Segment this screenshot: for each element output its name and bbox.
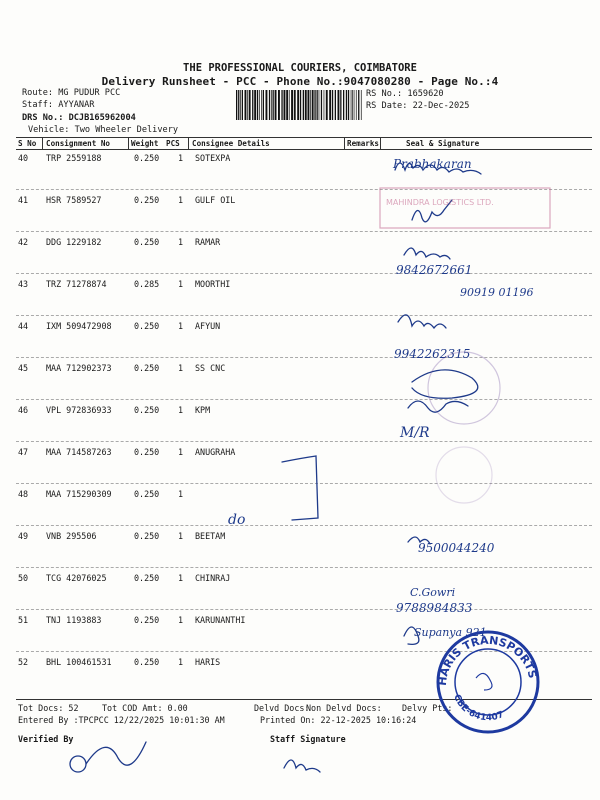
col-seal-signature: Seal & Signature [406, 139, 480, 148]
row-consignment-no: VNB 295506 [46, 531, 97, 541]
barcode-bar [310, 90, 311, 120]
row-consignee: GULF OIL [195, 195, 236, 205]
staff-label: Staff: AYYANAR [22, 100, 95, 110]
row-consignment-no: VPL 972836933 [46, 405, 112, 415]
barcode-bar [259, 90, 260, 120]
delivery-points: Delvy Pts: [402, 703, 453, 713]
row-consignee: KPM [195, 405, 211, 415]
row-weight: 0.250 [134, 405, 160, 415]
barcode-bar [324, 90, 325, 120]
row-consignment-no: TRZ 71278874 [46, 279, 107, 289]
row-sno: 52 [18, 657, 29, 667]
barcode-bar [308, 90, 310, 120]
staff-signature-scribble [284, 760, 320, 772]
row-weight: 0.250 [134, 321, 160, 331]
barcode-bar [348, 90, 349, 120]
row-pcs: 1 [178, 447, 184, 457]
barcode-bar [261, 90, 262, 120]
company-title: THE PROFESSIONAL COURIERS, COIMBATORE [183, 62, 417, 74]
barcode-bar [361, 90, 362, 120]
handwriting-phone-49: 9500044240 [418, 541, 495, 555]
handwriting-phone-44: 9942262315 [394, 347, 471, 361]
printed-on: Printed On: 22-12-2025 10:16:24 [260, 715, 417, 725]
row-pcs: 1 [178, 153, 184, 163]
row-divider [16, 651, 592, 652]
handwriting-note-46: M/R [400, 425, 430, 441]
barcode-bar [291, 90, 293, 120]
barcode-bar [273, 90, 274, 120]
row-consignee: RAMAR [195, 237, 221, 247]
barcode-bar [297, 90, 299, 120]
row-sno: 45 [18, 363, 29, 373]
col-sno: S No [18, 139, 37, 148]
barcode-bar [343, 90, 344, 120]
row-sno: 48 [18, 489, 29, 499]
runsheet-table [16, 137, 592, 699]
barcode-bar [242, 90, 243, 120]
verified-by-label: Verified By [18, 734, 74, 744]
row-divider [16, 525, 592, 526]
barcode-bar [247, 90, 248, 120]
col-consignment: Consignment No [46, 139, 111, 148]
row-divider [16, 315, 592, 316]
row-sno: 46 [18, 405, 29, 415]
barcode-bar [278, 90, 280, 120]
row-weight: 0.250 [134, 531, 160, 541]
barcode-bar [263, 90, 264, 120]
row-pcs: 1 [178, 195, 184, 205]
row-weight: 0.250 [134, 615, 160, 625]
col-pcs: PCS [166, 139, 180, 148]
drs-number: DRS No.: DCJB165962004 [22, 113, 136, 123]
entered-by: Entered By :TPCPCC 12/22/2025 10:01:30 AM [18, 715, 225, 725]
col-weight: Weight [131, 139, 159, 148]
barcode-bar [289, 90, 290, 120]
barcode-bar [326, 90, 328, 120]
barcode-bar [236, 90, 237, 120]
barcode-bar [257, 90, 258, 120]
barcode-bar [351, 90, 352, 120]
barcode-bar [321, 90, 322, 120]
haris-stamp-top-text: HARIS TRANSPORTS [435, 633, 540, 687]
haris-stamp-bottom-text: CBE-641407 [451, 693, 506, 724]
barcode-bar [238, 90, 239, 120]
barcode-bar [319, 90, 320, 120]
barcode-bar [332, 90, 333, 120]
barcode-bar [340, 90, 341, 120]
row-sno: 44 [18, 321, 29, 331]
row-sno: 43 [18, 279, 29, 289]
row-divider [16, 609, 592, 610]
row-consignment-no: MAA 715290309 [46, 489, 112, 499]
barcode-bar [249, 90, 251, 120]
barcode-bar [338, 90, 340, 120]
barcode-bar [269, 90, 270, 120]
delivered-docs: Delvd Docs: [254, 703, 310, 713]
row-sno: 50 [18, 573, 29, 583]
barcode-bar [303, 90, 304, 120]
row-consignment-no: IXM 509472908 [46, 321, 112, 331]
barcode-bar [245, 90, 247, 120]
barcode-bar [354, 90, 355, 120]
barcode-bar [271, 90, 272, 120]
row-sno: 42 [18, 237, 29, 247]
barcode-bar [335, 90, 336, 120]
row-weight: 0.250 [134, 447, 160, 457]
barcode-bar [317, 90, 318, 120]
verified-by-initial [70, 756, 86, 772]
row-consignee: SS CNC [195, 363, 226, 373]
row-weight: 0.285 [134, 279, 160, 289]
row-divider [16, 567, 592, 568]
row-pcs: 1 [178, 615, 184, 625]
col-consignee: Consignee Details [192, 139, 270, 148]
barcode-bar [284, 90, 286, 120]
row-sno: 47 [18, 447, 29, 457]
row-consignment-no: TNJ 1193883 [46, 615, 102, 625]
handwriting-note-43: 90919 01196 [460, 286, 534, 299]
row-sno: 40 [18, 153, 29, 163]
row-weight: 0.250 [134, 195, 160, 205]
row-pcs: 1 [178, 657, 184, 667]
route-label: Route: MG PUDUR PCC [22, 88, 121, 98]
row-divider [16, 357, 592, 358]
rs-date: RS Date: 22-Dec-2025 [366, 101, 470, 111]
mahindra-stamp-text: MAHINDRA LOGISTICS LTD. [386, 198, 494, 207]
row-weight: 0.250 [134, 489, 160, 499]
handwriting-name-50: C.Gowri [410, 586, 456, 599]
total-docs: Tot Docs: 52 [18, 703, 79, 713]
row-consignee: CHINRAJ [195, 573, 231, 583]
row-pcs: 1 [178, 489, 184, 499]
row-consignment-no: MAA 712902373 [46, 363, 112, 373]
row-pcs: 1 [178, 573, 184, 583]
barcode-bar [312, 90, 314, 120]
row-sno: 41 [18, 195, 29, 205]
row-consignment-no: TRP 2559188 [46, 153, 102, 163]
barcode-bar [294, 90, 296, 120]
row-pcs: 1 [178, 279, 184, 289]
row-divider [16, 483, 592, 484]
barcode-bar [281, 90, 282, 120]
barcode-bar [314, 90, 315, 120]
row-consignee: MOORTHI [195, 279, 231, 289]
barcode-bar [329, 90, 331, 120]
row-consignee: KARUNANTHI [195, 615, 246, 625]
barcode-bar [305, 90, 307, 120]
handwriting-phone-42: 9842672661 [396, 263, 473, 277]
row-consignee: ANUGRAHA [195, 447, 236, 457]
row-divider [16, 273, 592, 274]
barcode-bar [266, 90, 268, 120]
barcode [235, 90, 363, 120]
row-divider [16, 441, 592, 442]
total-cod: Tot COD Amt: 0.00 [102, 703, 188, 713]
row-consignment-no: MAA 714587263 [46, 447, 112, 457]
row-consignee: HARIS [195, 657, 221, 667]
barcode-bar [254, 90, 256, 120]
barcode-bar [300, 90, 301, 120]
row-weight: 0.250 [134, 573, 160, 583]
row-pcs: 1 [178, 321, 184, 331]
row-divider [16, 399, 592, 400]
barcode-bar [356, 90, 357, 120]
barcode-bar [358, 90, 359, 120]
barcode-bar [286, 90, 288, 120]
barcode-bar [252, 90, 253, 120]
barcode-bar [352, 90, 353, 120]
barcode-bar [275, 90, 277, 120]
row-consignment-no: TCG 42076025 [46, 573, 107, 583]
handwriting-note-51: Supanya 921 [414, 626, 487, 639]
row-consignee: SOTEXPA [195, 153, 231, 163]
row-consignment-no: BHL 100461531 [46, 657, 112, 667]
row-pcs: 1 [178, 531, 184, 541]
staff-signature-label: Staff Signature [270, 734, 346, 744]
row-consignment-no: HSR 7589527 [46, 195, 102, 205]
col-remarks: Remarks [347, 139, 380, 148]
handwriting-note-48: do [228, 512, 246, 528]
vehicle-label: Vehicle: Two Wheeler Delivery [28, 125, 179, 135]
row-weight: 0.250 [134, 153, 160, 163]
row-pcs: 1 [178, 405, 184, 415]
barcode-bar [346, 90, 347, 120]
handwriting-sig-40: Prabhakaran [393, 157, 472, 171]
verified-by-signature [86, 742, 146, 765]
row-pcs: 1 [178, 237, 184, 247]
row-sno: 49 [18, 531, 29, 541]
barcode-bar [240, 90, 241, 120]
row-consignment-no: DDG 1229182 [46, 237, 102, 247]
row-sno: 51 [18, 615, 29, 625]
row-consignee: BEETAM [195, 531, 226, 541]
row-weight: 0.250 [134, 237, 160, 247]
rs-number: RS No.: 1659620 [366, 89, 444, 99]
row-weight: 0.250 [134, 657, 160, 667]
row-divider [16, 231, 592, 232]
row-divider [16, 189, 592, 190]
non-delivered-docs: Non Delvd Docs: [306, 703, 382, 713]
runsheet-title: Delivery Runsheet - PCC - Phone No.:9047080280 - Page No.:4 [101, 75, 499, 88]
row-weight: 0.250 [134, 363, 160, 373]
row-consignee: AFYUN [195, 321, 221, 331]
handwriting-phone-50: 9788984833 [396, 601, 473, 615]
row-pcs: 1 [178, 363, 184, 373]
